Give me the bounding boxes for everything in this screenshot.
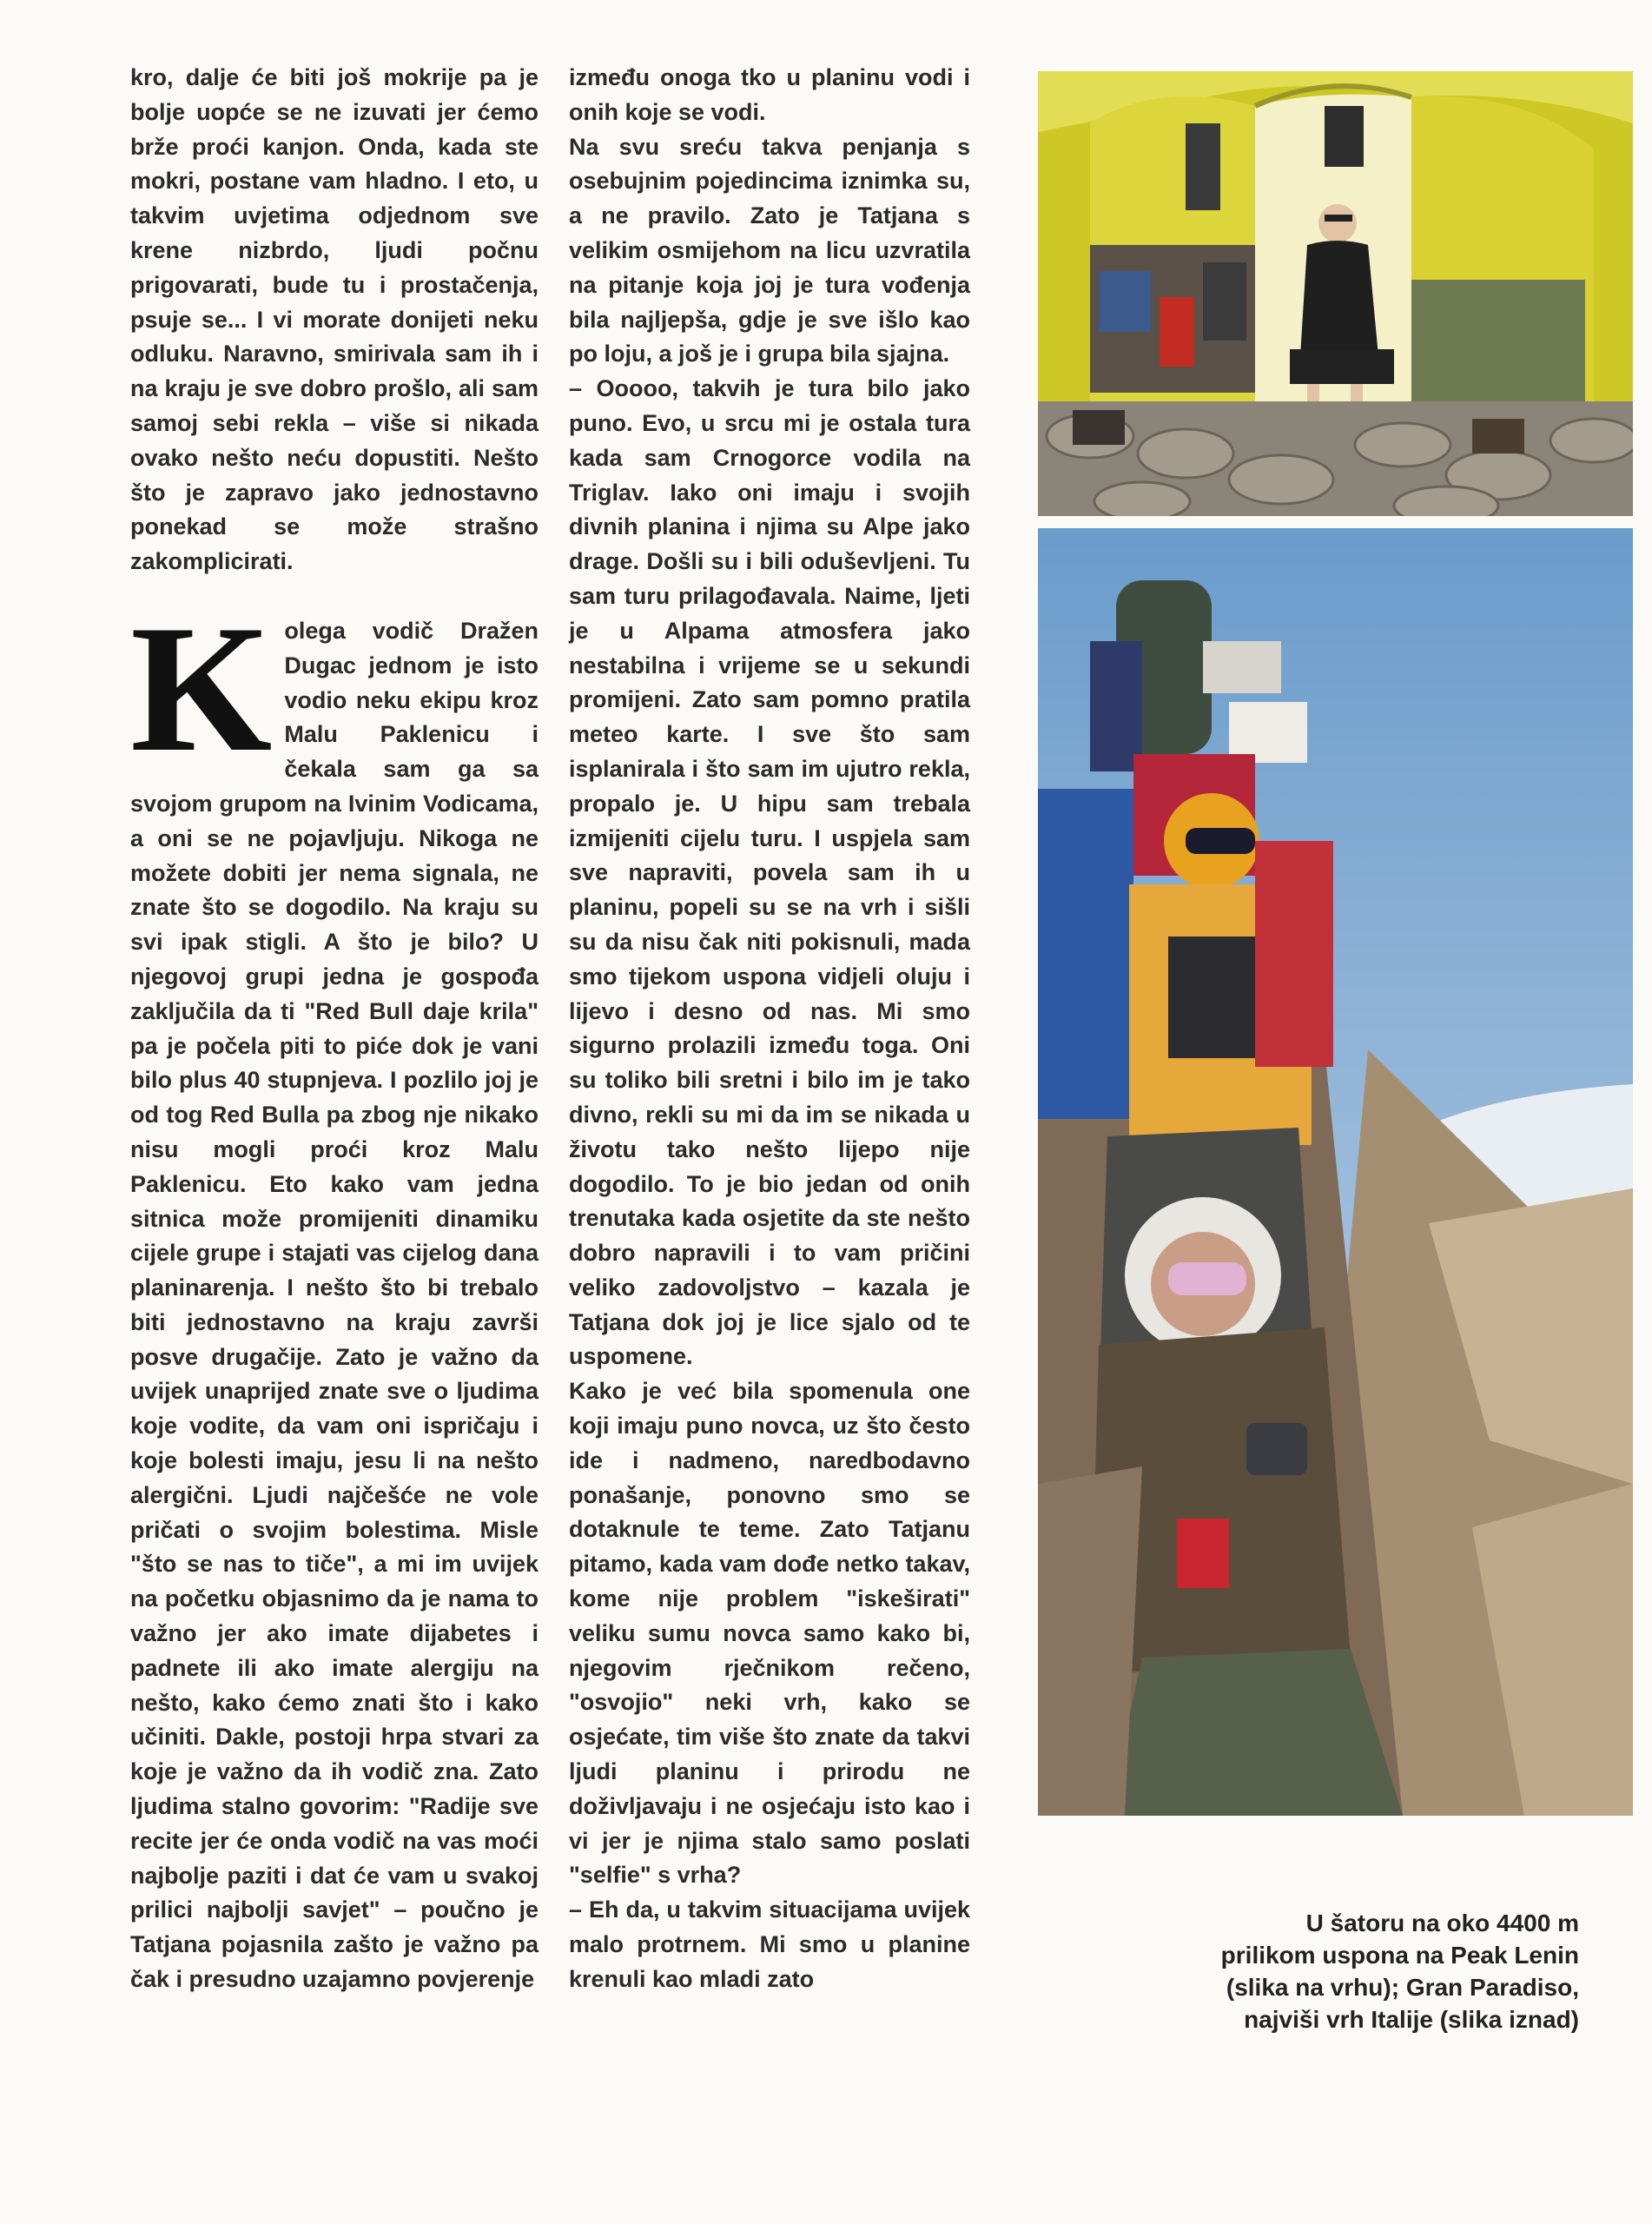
caption-line: najviši vrh Italije (slika iznad) [1244,2006,1579,2033]
paragraph: kro, dalje će biti još mokrije pa je bolje uopće se ne izuvati jer ćemo brže proći kanjon. Onda, kada ste mokri, postane vam hladno. I eto, u takvim uvjetima odjednom sve krene nizbrdo, ljudi počnu prigovarati, bude tu i prostačenja, psuje se... I vi morate donijeti neku odluku. Naravno, smirivala sam ih i na kraju je sve dobro prošlo, ali sam samoj sebi rekla – više si nikada ovako nešto neću dopustiti. Nešto što je zapravo jako jednostavno ponekad se može strašno zakomplicirati. [130,64,539,575]
photo-tent [1038,71,1633,516]
caption-line: prilikom uspona na Peak Lenin [1220,1942,1579,1969]
drop-cap: K [130,587,273,790]
photo-climbers-gran-paradiso [1038,528,1633,1816]
caption-line: U šatoru na oko 4400 m [1305,1910,1579,1936]
photo-caption [1093,1907,1579,2035]
paragraph-with-drop-cap [130,587,539,1997]
paragraph: između onoga tko u planinu vodi i onih koje se vodi. [569,64,970,125]
paragraph-text: olega vodič Dražen Dugac jednom je isto vodio neku ekipu kroz Malu Paklenicu i čekala sam ga sa svojom grupom na Ivinim Vodicama, a oni se ne pojavljuju. Nikoga ne možete dobiti jer nema signala, ne znate što se dogodilo. Na kraju su svi ipak stigli. A što je bilo? U njegovoj grupi jedna je gospođa zaključila da ti "Red Bull daje krila" pa je počela piti to piće dok je vani bilo plus 40 stupnjeva. I pozlilo joj je od tog Red Bulla pa zbog nje nikako nisu mogli proći kroz Malu Paklenicu. Eto kako vam jedna sitnica može promijeniti dinamiku cijele grupe i stajati vas cijelog dana planinarenja. I nešto što bi trebalo biti jednostavno na kraju završi posve drugačije. Zato je važno da uvijek unaprijed znate sve o ljudima koje vodite, da vam oni ispričaju i koje bolesti imaju, jesu li na nešto alergični. Ljudi najčešće ne vole pričati o svojim bolestima. Misle "što se nas to tiče", a mi im uvijek na početku objasnimo da je nama to važno jer ako imate dijabetes i padnete ili ako imate alergiju na nešto, kako ćemo znati što i kako učiniti. Dakle, postoji hrpa stvari za koje je važno da ih vodič zna. Zato ljudima stalno govorim: "Radije sve recite jer će onda vodič na vas moći najbolje paziti i dat će vam u svakoj prilici najbolji savjet" – poučno je Tatjana pojasnila zašto je važno pa čak i presudno uzajamno povjerenje [130,617,539,1993]
climbers-photo-illustration [1038,528,1633,1816]
tent-photo-illustration [1038,71,1633,516]
paragraph: Kako je već bila spomenula one koji imaju puno novca, uz što često ide i nadmeno, naredbodavno ponašanje, ponovno smo se dotaknule te teme. Zato Tatjanu pitamo, kada vam dođe netko takav, kome nije problem "iskeširati" veliku sumu novca samo kako bi, njegovim rječnikom rečeno, "osvojio" neki vrh, kako se osjećate, tim više što znate da takvi ljudi planinu i prirodu ne doživljavaju i ne osjećaju isto kao i vi jer je njima stalo samo poslati "selfie" s vrha? [569,1378,970,1889]
text-column-middle [569,61,970,1997]
paragraph: – Ooooo, takvih je tura bilo jako puno. Evo, u srcu mi je ostala tura kada sam Crnogorce vodila na Triglav. Iako oni imaju i svojih divnih planina i njima su Alpe jako drage. Došli su i bili oduševljeni. Tu sam turu prilagođavala. Naime, ljeti je u Alpama atmosfera jako nestabilna i vrijeme se u sekundi promijeni. Zato sam pomno pratila meteo karte. I sve što sam isplanirala i što sam im ujutro rekla, propalo je. U hipu sam trebala izmijeniti cijelu turu. I uspjela sam sve napraviti, povela sam ih u planinu, popeli su se na vrh i sišli su da nisu čak niti pokisnuli, mada smo tijekom uspona vidjeli oluju i lijevo i desno od nas. Mi smo sigurno prolazili između toga. Oni su toliko bili sretni i bilo im je tako divno, rekli su mi da im se nikada u životu tako nešto lijepo nije dogodilo. To je bio jedan od onih trenutaka kada osjetite da ste nešto dobro napravili i to vam pričini veliko zadovoljstvo – kazala je Tatjana dok joj je lice sjalo od te uspomene. [569,375,970,1370]
paragraph: – Eh da, u takvim situacijama uvijek malo protrnem. Mi smo u planine krenuli kao mladi zato [569,1896,970,1992]
caption-line: (slika na vrhu); Gran Paradiso, [1226,1974,1579,2001]
paragraph: Na svu sreću takva penjanja s osebujnim pojedincima iznimka su, a ne pravilo. Zato je Tatjana s velikim osmijehom na licu uzvratila na pitanje koja joj je tura vođenja bila najljepša, gdje je sve išlo kao po loju, a još je i grupa bila sjajna. [569,133,970,367]
text-column-left [130,61,539,1997]
